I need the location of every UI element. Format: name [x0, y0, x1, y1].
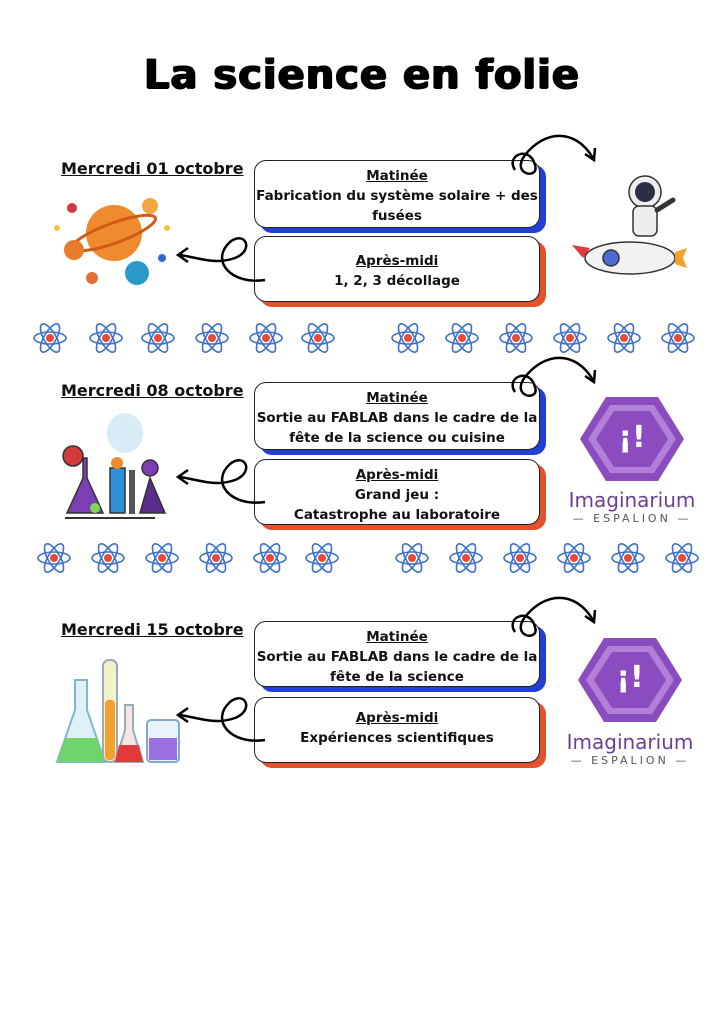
logo-glyph: ¡!	[618, 420, 646, 455]
page-title: La science en folie	[144, 52, 580, 98]
curved-arrow-icon	[505, 592, 605, 642]
astronaut-rocket-icon	[575, 170, 690, 295]
morning-label: Matinée	[366, 168, 428, 184]
atom-icon	[300, 320, 336, 356]
afternoon-line: Catastrophe au laboratoire	[293, 507, 501, 523]
atom-icon	[448, 540, 484, 576]
day-2-morning-card	[254, 382, 540, 450]
atom-icon	[552, 320, 588, 356]
morning-label: Matinée	[366, 390, 428, 406]
day-3-date: Mercredi 15 octobre	[61, 620, 244, 639]
logo-name: Imaginarium	[568, 488, 696, 512]
day-3-afternoon-card	[254, 697, 540, 763]
atom-decoration-row	[0, 540, 724, 580]
imaginarium-logo	[565, 730, 695, 767]
chemistry-lab-icon	[55, 408, 175, 528]
afternoon-label: Après-midi	[355, 253, 439, 269]
atom-icon	[610, 540, 646, 576]
logo-glyph: ¡!	[616, 660, 644, 695]
day-3-morning-card	[254, 621, 540, 687]
imaginarium-logo	[567, 488, 697, 525]
atom-icon	[140, 320, 176, 356]
afternoon-line: 1, 2, 3 décollage	[334, 273, 460, 289]
atom-icon	[194, 320, 230, 356]
atom-icon	[252, 540, 288, 576]
atom-icon	[498, 320, 534, 356]
atom-icon	[606, 320, 642, 356]
atom-icon	[304, 540, 340, 576]
planets-icon	[52, 188, 177, 293]
atom-decoration-row	[0, 320, 724, 360]
day-1-afternoon-card	[254, 236, 540, 302]
atom-icon	[556, 540, 592, 576]
afternoon-line: Expériences scientifiques	[300, 730, 494, 746]
atom-icon	[390, 320, 426, 356]
logo-subtitle: — ESPALION —	[572, 512, 692, 525]
logo-name: Imaginarium	[566, 730, 694, 754]
logo-subtitle: — ESPALION —	[570, 754, 690, 767]
morning-line: Sortie au FABLAB dans le cadre de la	[256, 410, 538, 426]
afternoon-line: Grand jeu :	[354, 487, 440, 503]
atom-icon	[660, 320, 696, 356]
curved-arrow-icon	[170, 690, 270, 745]
atom-icon	[36, 540, 72, 576]
morning-line: Sortie au FABLAB dans le cadre de la	[256, 649, 538, 665]
imaginarium-glyph	[565, 660, 695, 695]
atom-icon	[32, 320, 68, 356]
day-2-afternoon-card	[254, 459, 540, 525]
atom-icon	[90, 540, 126, 576]
afternoon-label: Après-midi	[355, 710, 439, 726]
test-tubes-icon	[55, 650, 185, 770]
morning-line: fête de la science	[330, 669, 464, 685]
atom-icon	[198, 540, 234, 576]
day-1-date: Mercredi 01 octobre	[61, 159, 244, 178]
atom-icon	[444, 320, 480, 356]
morning-line: Fabrication du système solaire + des	[256, 188, 538, 204]
atom-icon	[664, 540, 700, 576]
atom-icon	[394, 540, 430, 576]
day-2-date: Mercredi 08 octobre	[61, 381, 244, 400]
curved-arrow-icon	[170, 230, 270, 285]
afternoon-label: Après-midi	[355, 467, 439, 483]
atom-icon	[144, 540, 180, 576]
imaginarium-glyph	[567, 420, 697, 455]
day-1-morning-card	[254, 160, 540, 228]
curved-arrow-icon	[170, 452, 270, 507]
atom-icon	[502, 540, 538, 576]
atom-icon	[88, 320, 124, 356]
morning-line: fusées	[372, 208, 422, 224]
atom-icon	[248, 320, 284, 356]
morning-line: fête de la science ou cuisine	[289, 430, 505, 446]
morning-label: Matinée	[366, 629, 428, 645]
